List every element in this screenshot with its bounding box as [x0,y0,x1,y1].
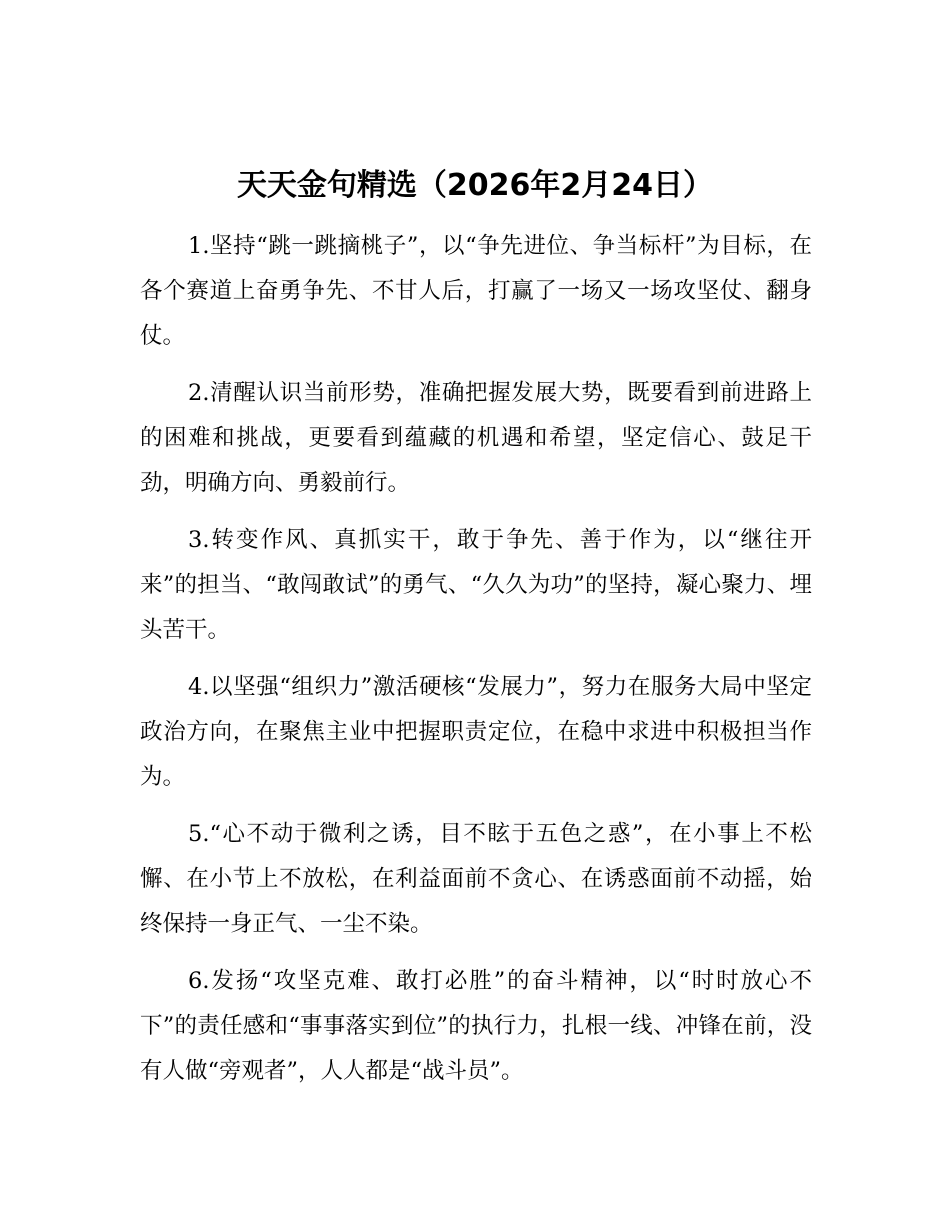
paragraph-6: 6.发扬“攻坚克难、敢打必胜”的奋斗精神，以“时时放心不下”的责任感和“事事落实到位”的执行力，扎根一线、冲锋在前，没有人做“旁观者”，人人都是“战斗员”。 [140,968,812,1084]
document-body [140,224,812,1106]
paragraph-3: 3.转变作风、真抓实干，敢于争先、善于作为，以“继往开来”的担当、“敢闯敢试”的勇气、“久久为功”的坚持，凝心聚力、埋头苦干。 [140,527,812,643]
paragraph-5: 5.“心不动于微利之诱，目不眩于五色之惑”，在小事上不松懈、在小节上不放松，在利益面前不贪心、在诱惑面前不动摇，始终保持一身正气、一尘不染。 [140,821,812,937]
paragraph-4: 4.以坚强“组织力”激活硬核“发展力”，努力在服务大局中坚定政治方向，在聚焦主业中把握职责定位，在稳中求进中积极担当作为。 [140,674,812,790]
paragraph-1: 1.坚持“跳一跳摘桃子”，以“争先进位、争当标杆”为目标，在各个赛道上奋勇争先、不甘人后，打赢了一场又一场攻坚仗、翻身仗。 [140,233,812,349]
page-title: 天天金句精选（2026年2月24日） [236,168,714,203]
paragraph-2: 2.清醒认识当前形势，准确把握发展大势，既要看到前进路上的困难和挑战，更要看到蕴藏的机遇和希望，坚定信心、鼓足干劲，明确方向、勇毅前行。 [140,380,812,496]
